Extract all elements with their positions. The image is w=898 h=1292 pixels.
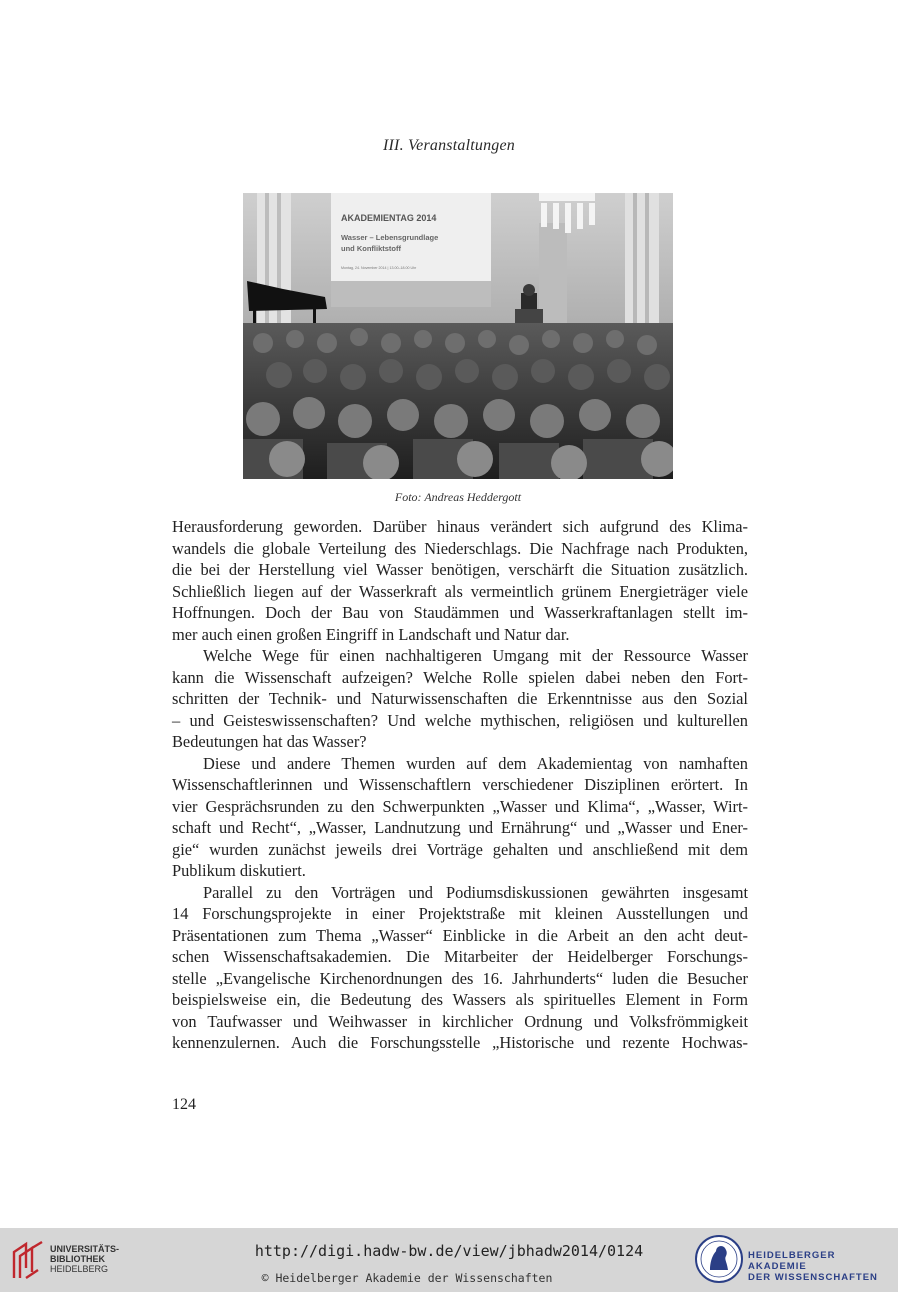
copyright-notice: © Heidelberger Akademie der Wissenschaften <box>261 1271 553 1285</box>
text-line: von Taufwasser und Weihwasser in kirchlicher Ordnung und Volksfrömmigkeit <box>172 1011 748 1031</box>
text-line: – und Geisteswissenschaften? Und welche mythischen, religiösen und kulturellen <box>172 710 748 730</box>
paragraph-4 <box>172 882 748 1054</box>
running-head: III. Veranstaltungen <box>383 137 515 154</box>
paragraph-1 <box>172 516 748 645</box>
paragraph-3 <box>172 753 748 882</box>
text-line: Wissenschaftlerinnen und Wissenschaftlern verschiedener Disziplinen erörtert. In <box>172 775 748 794</box>
text-line: schaft und Recht“, „Wasser, Landnutzung und Ernährung“ und „Wasser und Ener- <box>172 818 748 837</box>
document-url[interactable]: http://digi.hadw-bw.de/view/jbhadw2014/0124 <box>254 1242 644 1260</box>
text-line: vier Gesprächsrunden zu den Schwerpunkten „Wasser und Klima“, „Wasser, Wirt- <box>172 796 748 816</box>
library-name-line-2: BIBLIOTHEK <box>50 1254 105 1264</box>
event-photo-illustration <box>243 193 673 479</box>
text-line: Schließlich liegen auf der Wasserkraft als vermeintlich grünem Energieträger viele <box>172 581 748 601</box>
text-line: Parallel zu den Vorträgen und Podiumsdiskussionen gewährten insgesamt <box>203 882 748 902</box>
text-line: schen Wissenschaftsakademien. Die Mitarbeiter der Heidelberger Forschungs- <box>172 947 748 966</box>
text-line: gie“ wurden zunächst jeweils drei Vorträge gehalten und anschließend mit dem <box>172 839 748 859</box>
text-line: Welche Wege für einen nachhaltigeren Umgang mit der Ressource Wasser <box>203 646 748 665</box>
text-line: kann die Wissenschaft aufzeigen? Welche Rolle spielen dabei neben den Fort- <box>172 667 748 687</box>
academy-name-line-2: DER WISSENSCHAFTEN <box>748 1272 878 1283</box>
text-line: kennenzulernen. Auch die Forschungsstelle „Historische und rezente Hochwas- <box>172 1033 748 1052</box>
text-line: schritten der Technik- und Naturwissenschaften die Erkenntnisse aus den Sozial <box>172 689 748 708</box>
viewer-footer <box>0 1228 898 1292</box>
academy-name-line-1: HEIDELBERGER AKADEMIE <box>748 1250 836 1272</box>
library-name-line-3: HEIDELBERG <box>50 1264 109 1274</box>
text-line: Publikum diskutiert. <box>172 861 306 880</box>
text-line: Herausforderung geworden. Darüber hinaus verändert sich aufgrund des Klima- <box>172 517 748 536</box>
screen-subtitle-1: Wasser – Lebensgrundlage <box>341 233 439 242</box>
academy-logo[interactable] <box>694 1234 894 1286</box>
screen-date: Montag, 24. November 2014 | 13.00–18.00 Uhr <box>341 266 417 270</box>
text-line: Diese und andere Themen wurden auf dem Akademientag von namhaften <box>203 753 748 773</box>
page-number: 124 <box>172 1096 196 1113</box>
photo-caption: Foto: Andreas Heddergott <box>394 490 522 504</box>
screen-subtitle-2: und Konfliktstoff <box>341 244 401 253</box>
library-name-line-1: UNIVERSITÄTS- <box>50 1244 120 1254</box>
text-line: Hoffnungen. Doch der Bau von Staudämmen und Wasserkraftanlagen stellt im- <box>172 603 748 622</box>
text-line: stelle „Evangelische Kirchenordnungen des 16. Jahrhunderts“ luden die Besucher <box>172 968 748 988</box>
paragraph-2 <box>172 645 748 753</box>
event-photo <box>243 193 673 479</box>
text-line: Bedeutungen hat das Wasser? <box>172 732 367 751</box>
screen-title: AKADEMIENTAG 2014 <box>341 213 437 223</box>
academy-seal-icon <box>694 1234 744 1284</box>
text-line: wandels die globale Verteilung des Niederschlags. Die Nachfrage nach Produkten, <box>172 538 748 558</box>
text-line: 14 Forschungsprojekte in einer Projektstraße mit kleinen Ausstellungen und <box>172 904 748 923</box>
body-text <box>172 516 748 1054</box>
text-line: mer auch einen großen Eingriff in Landschaft und Natur dar. <box>172 624 570 644</box>
text-line: Präsentationen zum Thema „Wasser“ Einblicke in die Arbeit an den acht deut- <box>172 925 748 945</box>
text-line: beispielsweise ein, die Bedeutung des Wassers als spirituelles Element in Form <box>172 990 748 1009</box>
text-line: die bei der Herstellung viel Wasser benötigen, verschärft die Situation zusätzlich. <box>172 560 748 579</box>
